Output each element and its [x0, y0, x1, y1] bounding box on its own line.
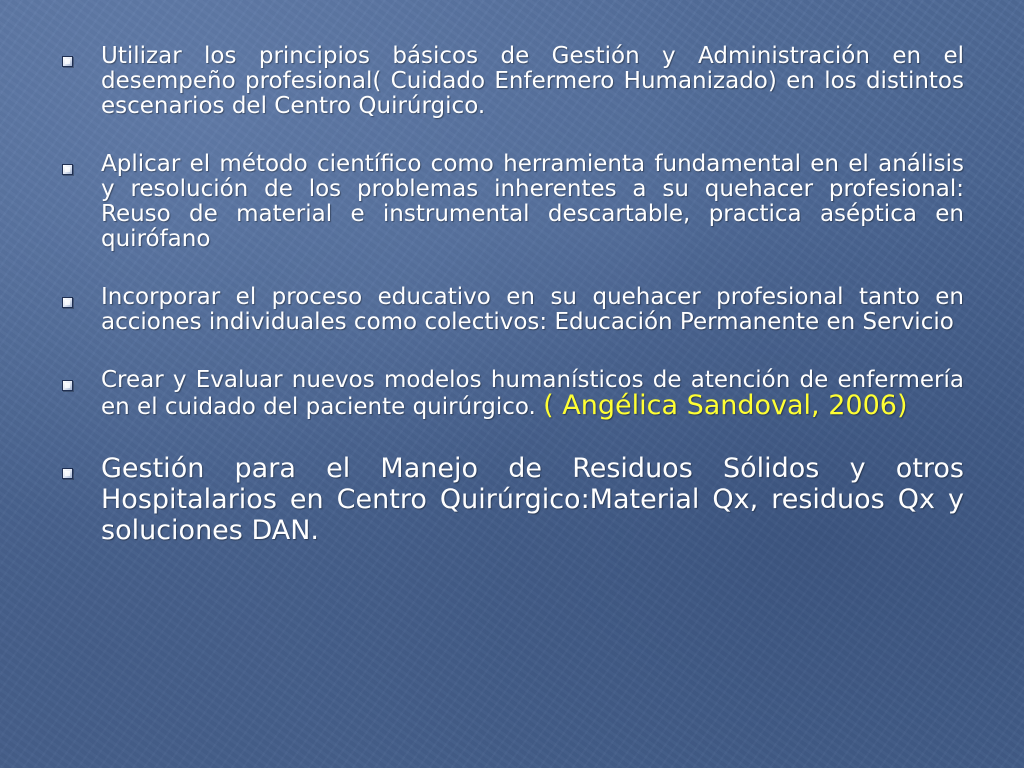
square-bullet-icon [62, 468, 73, 479]
bullet-text: Utilizar los principios básicos de Gestión y Administración en el desempeño profesional( Cuidado Enfermero Humanizado) en los distintos escenarios del Centro Quirúrgico. [101, 43, 964, 119]
bullet-text: Aplicar el método científico como herramienta fundamental en el análisis y resolución de los problemas inherentes a su quehacer profesional: Reuso de material e instrumental descartable, practica aséptica en quirófano [101, 151, 964, 252]
square-bullet-icon [62, 297, 73, 308]
bullet-text: Crear y Evaluar nuevos modelos humanísticos de atención de enfermería en el cuidado del paciente quirúrgico. [101, 367, 964, 420]
bullet-item-management-principles [58, 44, 964, 119]
bullet-text: Incorporar el proceso educativo en su quehacer profesional tanto en acciones individuales como colectivos: Educación Permanente en Servicio [101, 284, 964, 335]
bullet-item-educational-process [58, 285, 964, 335]
citation: ( Angélica Sandoval, 2006) [543, 390, 908, 421]
bullet-item-humanistic-models [58, 368, 964, 420]
bullet-text: Gestión para el Manejo de Residuos Sólidos y otros Hospitalarios en Centro Quirúrgico:Material Qx, residuos Qx y soluciones DAN. [101, 453, 964, 546]
bullet-list [58, 44, 964, 546]
bullet-item-waste-management [58, 453, 964, 546]
square-bullet-icon [62, 164, 73, 175]
bullet-item-scientific-method [58, 152, 964, 252]
square-bullet-icon [62, 56, 73, 67]
square-bullet-icon [62, 380, 73, 391]
